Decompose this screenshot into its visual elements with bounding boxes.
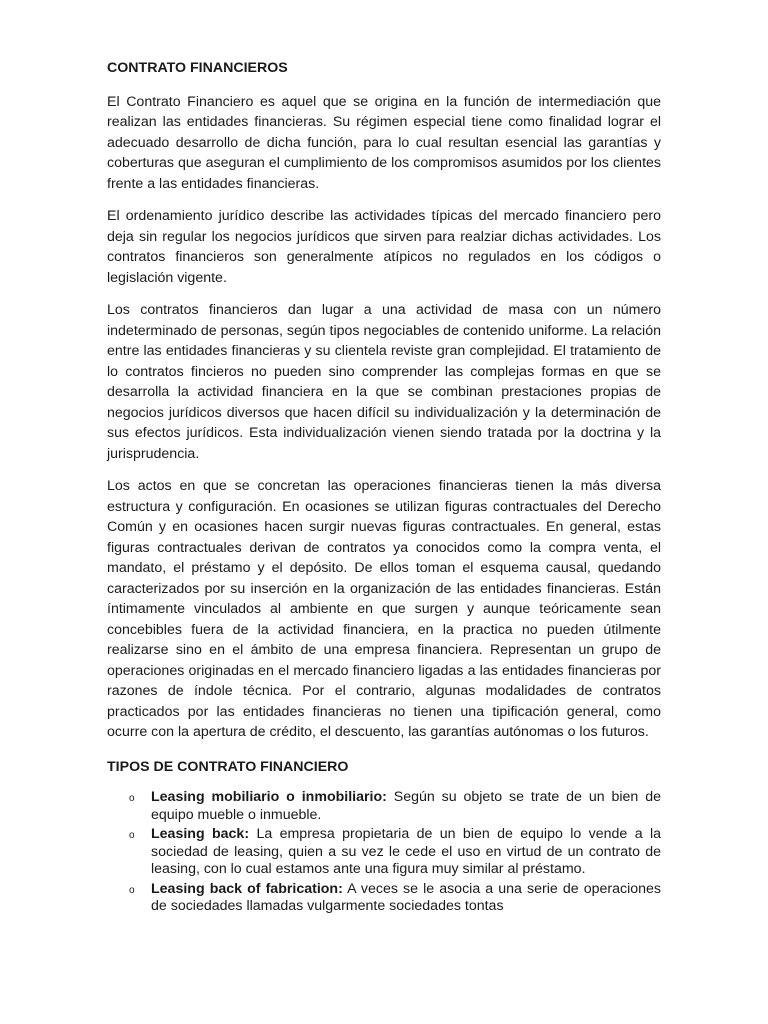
contract-types-list xyxy=(107,789,661,916)
section-title: TIPOS DE CONTRATO FINANCIERO xyxy=(107,758,349,775)
bullet-icon: o xyxy=(129,830,135,841)
list-item xyxy=(107,826,661,879)
list-item-text: La empresa propietaria de un bien de equipo lo vende a la sociedad de leasing, quien a su vez le cede el uso en virtud de un contrato de leasing, con lo cual estamos ante una figura muy similar al préstamo. xyxy=(151,826,662,877)
paragraph-2: El ordenamiento jurídico describe las actividades típicas del mercado financiero pero deja sin regular los negocios jurídicos que sirven para realziar dichas actividades. Los contratos financieros son generalmente atípicos no regulados en los códigos o legislación vigente. xyxy=(107,208,661,286)
list-item xyxy=(107,881,661,916)
list-item-text: A veces se le asocia a una serie de operaciones de sociedades llamadas vulgarmente sociedades tontas xyxy=(151,880,661,914)
paragraph-4: Los actos en que se concretan las operaciones financieras tienen la más diversa estructura y configuración. En ocasiones se utilizan figuras contractuales del Derecho Común y en ocasiones hacen surgir nuevas figuras contractuales. En general, estas figuras contractuales derivan de contratos ya conocidos como la compra venta, el mandato, el préstamo y el depósito. De ellos toman el esquema causal, quedando caracterizados por su inserción en la organización de las entidades financieras. Están íntimamente vinculados al ambiente en que surgen y aunque teóricamente sean concebibles fuera de la actividad financiera, en la practica no pueden útilmente realizarse sino en el ámbito de una empresa financiera. Representan un grupo de operaciones originadas en el mercado financiero ligadas a las entidades financieras por razones de índole técnica. Por el contrario, algunas modalidades de contratos practicados por las entidades financieras no tienen una tipificación general, como ocurre con la apertura de crédito, el descuento, las garantías autónomas o los futuros. xyxy=(107,478,661,740)
paragraph-1: El Contrato Financiero es aquel que se origina en la función de intermediación que realizan las entidades financieras. Su régimen especial tiene como finalidad lograr el adecuado desarrollo de dicha función, para lo cual resultan esencial las garantías y coberturas que aseguran el cumplimiento de los compromisos asumidos por los clientes frente a las entidades financieras. xyxy=(107,93,661,192)
bullet-icon: o xyxy=(129,884,135,896)
list-item-term: Leasing back of fabrication: xyxy=(151,880,343,897)
list-item xyxy=(107,789,661,824)
list-item-term: Leasing back: xyxy=(151,826,250,842)
document-page xyxy=(107,58,661,918)
list-item-text: Según su objeto se trate de un bien de equipo mueble o inmueble. xyxy=(151,789,661,823)
bullet-icon: o xyxy=(129,793,135,804)
list-item-term: Leasing mobiliario o inmobiliario: xyxy=(151,789,387,805)
document-title: CONTRATO FINANCIEROS xyxy=(107,60,288,76)
paragraph-3: Los contratos financieros dan lugar a una actividad de masa con un número indeterminado de personas, según tipos negociables de contenido uniforme. La relación entre las entidades financieras y su clientela reviste gran complejidad. El tratamiento de lo contratos fincieros no pueden sino comprender las complejas formas en que se desarrolla la actividad financiera en la que se combinan prestaciones propias de negocios jurídicos diversos que hacen difícil su individualización y la determinación de sus efectos jurídicos. Esta individualización vienen siendo tratada por la doctrina y la jurisprudencia. xyxy=(107,302,661,462)
